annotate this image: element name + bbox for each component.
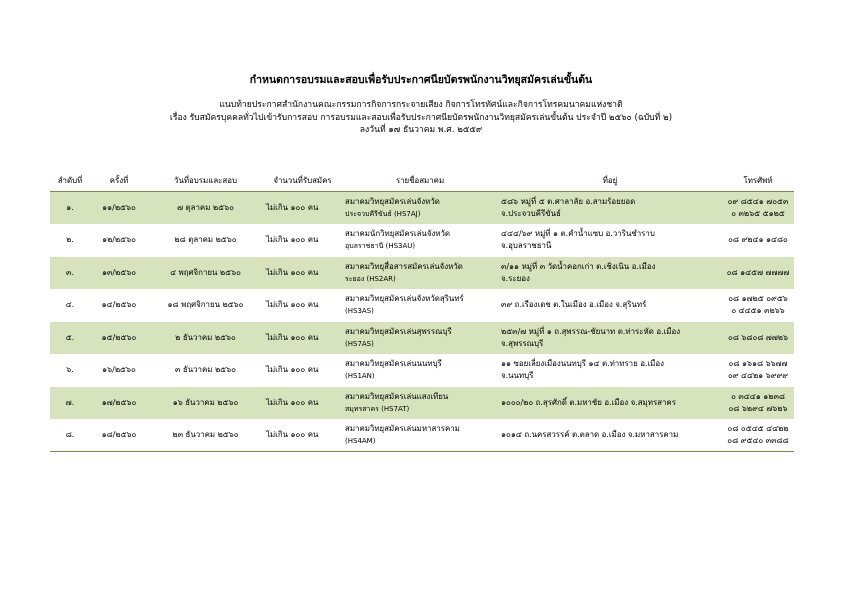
row-capacity: ไม่เกิน ๑๐๐ คน (263, 257, 342, 290)
address-line-2: จ.ระยอง (501, 273, 530, 283)
association-name-cont: (HS7AS) (345, 339, 374, 348)
row-capacity: ไม่เกิน ๑๐๐ คน (263, 419, 342, 452)
row-association (342, 419, 498, 452)
row-address (498, 224, 722, 257)
table-row (50, 419, 794, 452)
row-phone (722, 322, 794, 355)
phone-2: ๐ ๓๒๖๕ ๕๑๒๕ (731, 208, 785, 218)
row-phone (722, 387, 794, 420)
row-capacity: ไม่เกิน ๑๐๐ คน (263, 387, 342, 420)
address-line-1: ๑๐๑๔ ถ.นครสวรรค์ ต.ตลาด อ.เมือง จ.มหาสารคาม (501, 430, 679, 440)
row-address (498, 257, 722, 290)
header-date: วันที่อบรมและสอบ (148, 171, 263, 192)
row-date: ๒๘ ตุลาคม ๒๕๖๐ (148, 224, 263, 257)
table-row (50, 257, 794, 290)
phone-1: ๐๘ ๐๕๔๕ ๔๔๒๒ (727, 424, 789, 434)
schedule-table (50, 171, 794, 452)
row-round: ๑๑/๒๕๖๐ (90, 192, 148, 225)
phone-1: ๐๘ ๑๗๒๕ ๐๙๕๖ (728, 294, 788, 304)
row-no: ๒. (50, 224, 90, 257)
table-row (50, 322, 794, 355)
row-no: ๘. (50, 419, 90, 452)
header-no: ลำดับที่ (50, 171, 90, 192)
row-association (342, 387, 498, 420)
association-name-cont: ประจวบคีรีขันธ์ (HS7AJ) (345, 209, 421, 218)
row-date: ๓ ธันวาคม ๒๕๖๐ (148, 354, 263, 387)
row-phone (722, 289, 794, 322)
row-no: ๖. (50, 354, 90, 387)
row-address (498, 322, 722, 355)
document-title: กำหนดการอบรมและสอบเพื่อรับประกาศนียบัตรพนักงานวิทยุสมัครเล่นขั้นต้น (249, 74, 593, 86)
address-line-1: ๓/๑๑ หมู่ที่ ๓ วัดน้ำคอกเก่า ต.เชิงเนิน อ.เมือง (501, 261, 656, 271)
row-round: ๑๒/๒๕๖๐ (90, 224, 148, 257)
row-capacity: ไม่เกิน ๑๐๐ คน (263, 354, 342, 387)
document-subtitle-attachment: แนบท้ายประกาศสำนักงานคณะกรรมการกิจการกระจายเสียง กิจการโทรทัศน์และกิจการโทรคมนาคมแห่งชาติ (219, 100, 623, 110)
address-line-2: จ.อุบลราชธานี (501, 241, 552, 251)
row-capacity: ไม่เกิน ๑๐๐ คน (263, 224, 342, 257)
row-round: ๑๔/๒๕๖๐ (90, 289, 148, 322)
row-address (498, 289, 722, 322)
association-name: สมาคมวิทยุสมัครเล่นแสงเทียน (345, 391, 449, 401)
row-association (342, 192, 498, 225)
table-row (50, 224, 794, 257)
header-round: ครั้งที่ (90, 171, 148, 192)
row-no: ๑. (50, 192, 90, 225)
association-name-cont: อุบลราชธานี (HS3AU) (345, 242, 416, 251)
row-address (498, 419, 722, 452)
document-subtitle-subject: เรื่อง รับสมัครบุคคลทั่วไปเข้ารับการสอบ การอบรมและสอบเพื่อรับประกาศนียบัตรพนักงานวิทยุสมัครเล่นขั้นต้น ประจำปี ๒๕๖๐ (ฉบับที่ ๒) (169, 112, 673, 123)
table-row (50, 192, 794, 225)
association-name: สมาคมนักวิทยุสมัครเล่นจังหวัด (345, 229, 451, 239)
association-name: สมาคมวิทยุสื่อสารสมัครเล่นจังหวัด (345, 261, 463, 271)
address-line-1: ๕๘๖ หมู่ที่ ๕ ต.ศาลาลัย อ.สามร้อยยอด (501, 196, 636, 206)
header-association: รายชื่อสมาคม (342, 171, 498, 192)
header-address: ที่อยู่ (498, 171, 722, 192)
row-no: ๓. (50, 257, 90, 290)
row-address (498, 354, 722, 387)
address-line-1: ๔๔๔/๖๙ หมู่ที่ ๑ ต.คำน้ำแซบ อ.วารินชำราบ (501, 229, 655, 239)
phone-2: ๐๙ ๔๔๒๑ ๖๙๙๙ (727, 371, 789, 381)
phone-1: ๐๘ ๖๘๐๘ ๗๗๒๖ (728, 332, 788, 342)
association-name: สมาคมวิทยุสมัครเล่นจังหวัด (345, 196, 440, 206)
row-association (342, 257, 498, 290)
header-capacity: จำนวนที่รับสมัคร (263, 171, 342, 192)
row-date: ๔ พฤศจิกายน ๒๕๖๐ (148, 257, 263, 290)
address-line-1: ๒๕๓/๗ หมู่ที่ ๑ ถ.สุพรรณ-ชัยนาท ต.ท่าระหัด อ.เมือง (501, 326, 681, 336)
phone-1: ๐๘ ๑๖๑๘ ๖๖๗๗ (728, 359, 788, 369)
row-round: ๑๕/๒๕๖๐ (90, 322, 148, 355)
row-round: ๑๘/๒๕๖๐ (90, 419, 148, 452)
association-name-cont: (HS1AN) (345, 372, 375, 381)
row-phone (722, 224, 794, 257)
row-association (342, 289, 498, 322)
address-line-1: ๑๑ ซอยเลี่ยงเมืองนนทบุรี ๑๔ ต.ท่าทราย อ.เมือง (501, 359, 664, 369)
document-signed-date: ลงวันที่ ๑๗ ธันวาคม พ.ศ. ๒๕๕๙ (359, 125, 483, 135)
phone-1: ๐๙ ๘๕๔๑ ๗๐๕๓ (727, 196, 789, 206)
table-row (50, 387, 794, 420)
phone-2: ๐ ๔๔๕๑ ๓๒๖๖ (731, 306, 785, 316)
association-name: สมาคมวิทยุสมัครเล่นสุพรรณบุรี (345, 326, 452, 336)
association-name-cont: ระยอง (HS2AR) (345, 274, 396, 283)
association-name-cont: สมุทรสาคร (HS7AT) (345, 404, 410, 413)
row-date: ๒ ธันวาคม ๒๕๖๐ (148, 322, 263, 355)
row-capacity: ไม่เกิน ๑๐๐ คน (263, 192, 342, 225)
row-date: ๒๓ ธันวาคม ๒๕๖๐ (148, 419, 263, 452)
row-date: ๗ ตุลาคม ๒๕๖๐ (148, 192, 263, 225)
address-line-1: ๓๙ ถ.เรืองเดช ต.ในเมือง อ.เมือง จ.สุรินทร์ (501, 300, 647, 310)
address-line-2: จ.สุพรรณบุรี (501, 338, 544, 348)
address-line-2: จ.ประจวบคีรีขันธ์ (501, 208, 561, 218)
row-address (498, 192, 722, 225)
row-no: ๗. (50, 387, 90, 420)
table-header-row (50, 171, 794, 192)
row-association (342, 224, 498, 257)
document-header (0, 72, 842, 137)
phone-1: ๐๘ ๙๒๔๑ ๑๔๘๐ (728, 235, 788, 245)
row-no: ๕. (50, 322, 90, 355)
row-phone (722, 257, 794, 290)
row-round: ๑๗/๒๕๖๐ (90, 387, 148, 420)
header-phone: โทรศัพท์ (722, 171, 794, 192)
row-association (342, 322, 498, 355)
row-phone (722, 354, 794, 387)
row-round: ๑๓/๒๕๖๐ (90, 257, 148, 290)
phone-1: ๐๘ ๑๔๕๗ ๗๗๗๗ (726, 267, 790, 277)
phone-2: ๐๘ ๙๕๔๐ ๓๓๘๘ (727, 436, 789, 446)
row-capacity: ไม่เกิน ๑๐๐ คน (263, 289, 342, 322)
association-name: สมาคมวิทยุสมัครเล่นนนทบุรี (345, 359, 442, 369)
address-line-1: ๑๐๐๐/๒๐ ถ.สุรศักดิ์ ต.มหาชัย อ.เมือง จ.สมุทรสาคร (501, 397, 676, 407)
row-association (342, 354, 498, 387)
row-capacity: ไม่เกิน ๑๐๐ คน (263, 322, 342, 355)
table-row (50, 354, 794, 387)
association-name-cont: (HS3AS) (345, 307, 374, 316)
table-row (50, 289, 794, 322)
row-date: ๑๘ พฤศจิกายน ๒๕๖๐ (148, 289, 263, 322)
association-name: สมาคมวิทยุสมัครเล่นมหาสารคาม (345, 424, 460, 434)
phone-2: ๐๘ ๖๒๙๔ ๗๖๒๖ (728, 403, 788, 413)
row-date: ๑๖ ธันวาคม ๒๕๖๐ (148, 387, 263, 420)
phone-1: ๐ ๓๔๔๑ ๑๒๓๘ (731, 391, 785, 401)
association-name-cont: (HS4AM) (345, 437, 376, 446)
row-round: ๑๖/๒๕๖๐ (90, 354, 148, 387)
row-address (498, 387, 722, 420)
row-phone (722, 419, 794, 452)
address-line-2: จ.นนทบุรี (501, 371, 534, 381)
association-name: สมาคมวิทยุสมัครเล่นจังหวัดสุรินทร์ (345, 294, 464, 304)
row-no: ๔. (50, 289, 90, 322)
row-phone (722, 192, 794, 225)
